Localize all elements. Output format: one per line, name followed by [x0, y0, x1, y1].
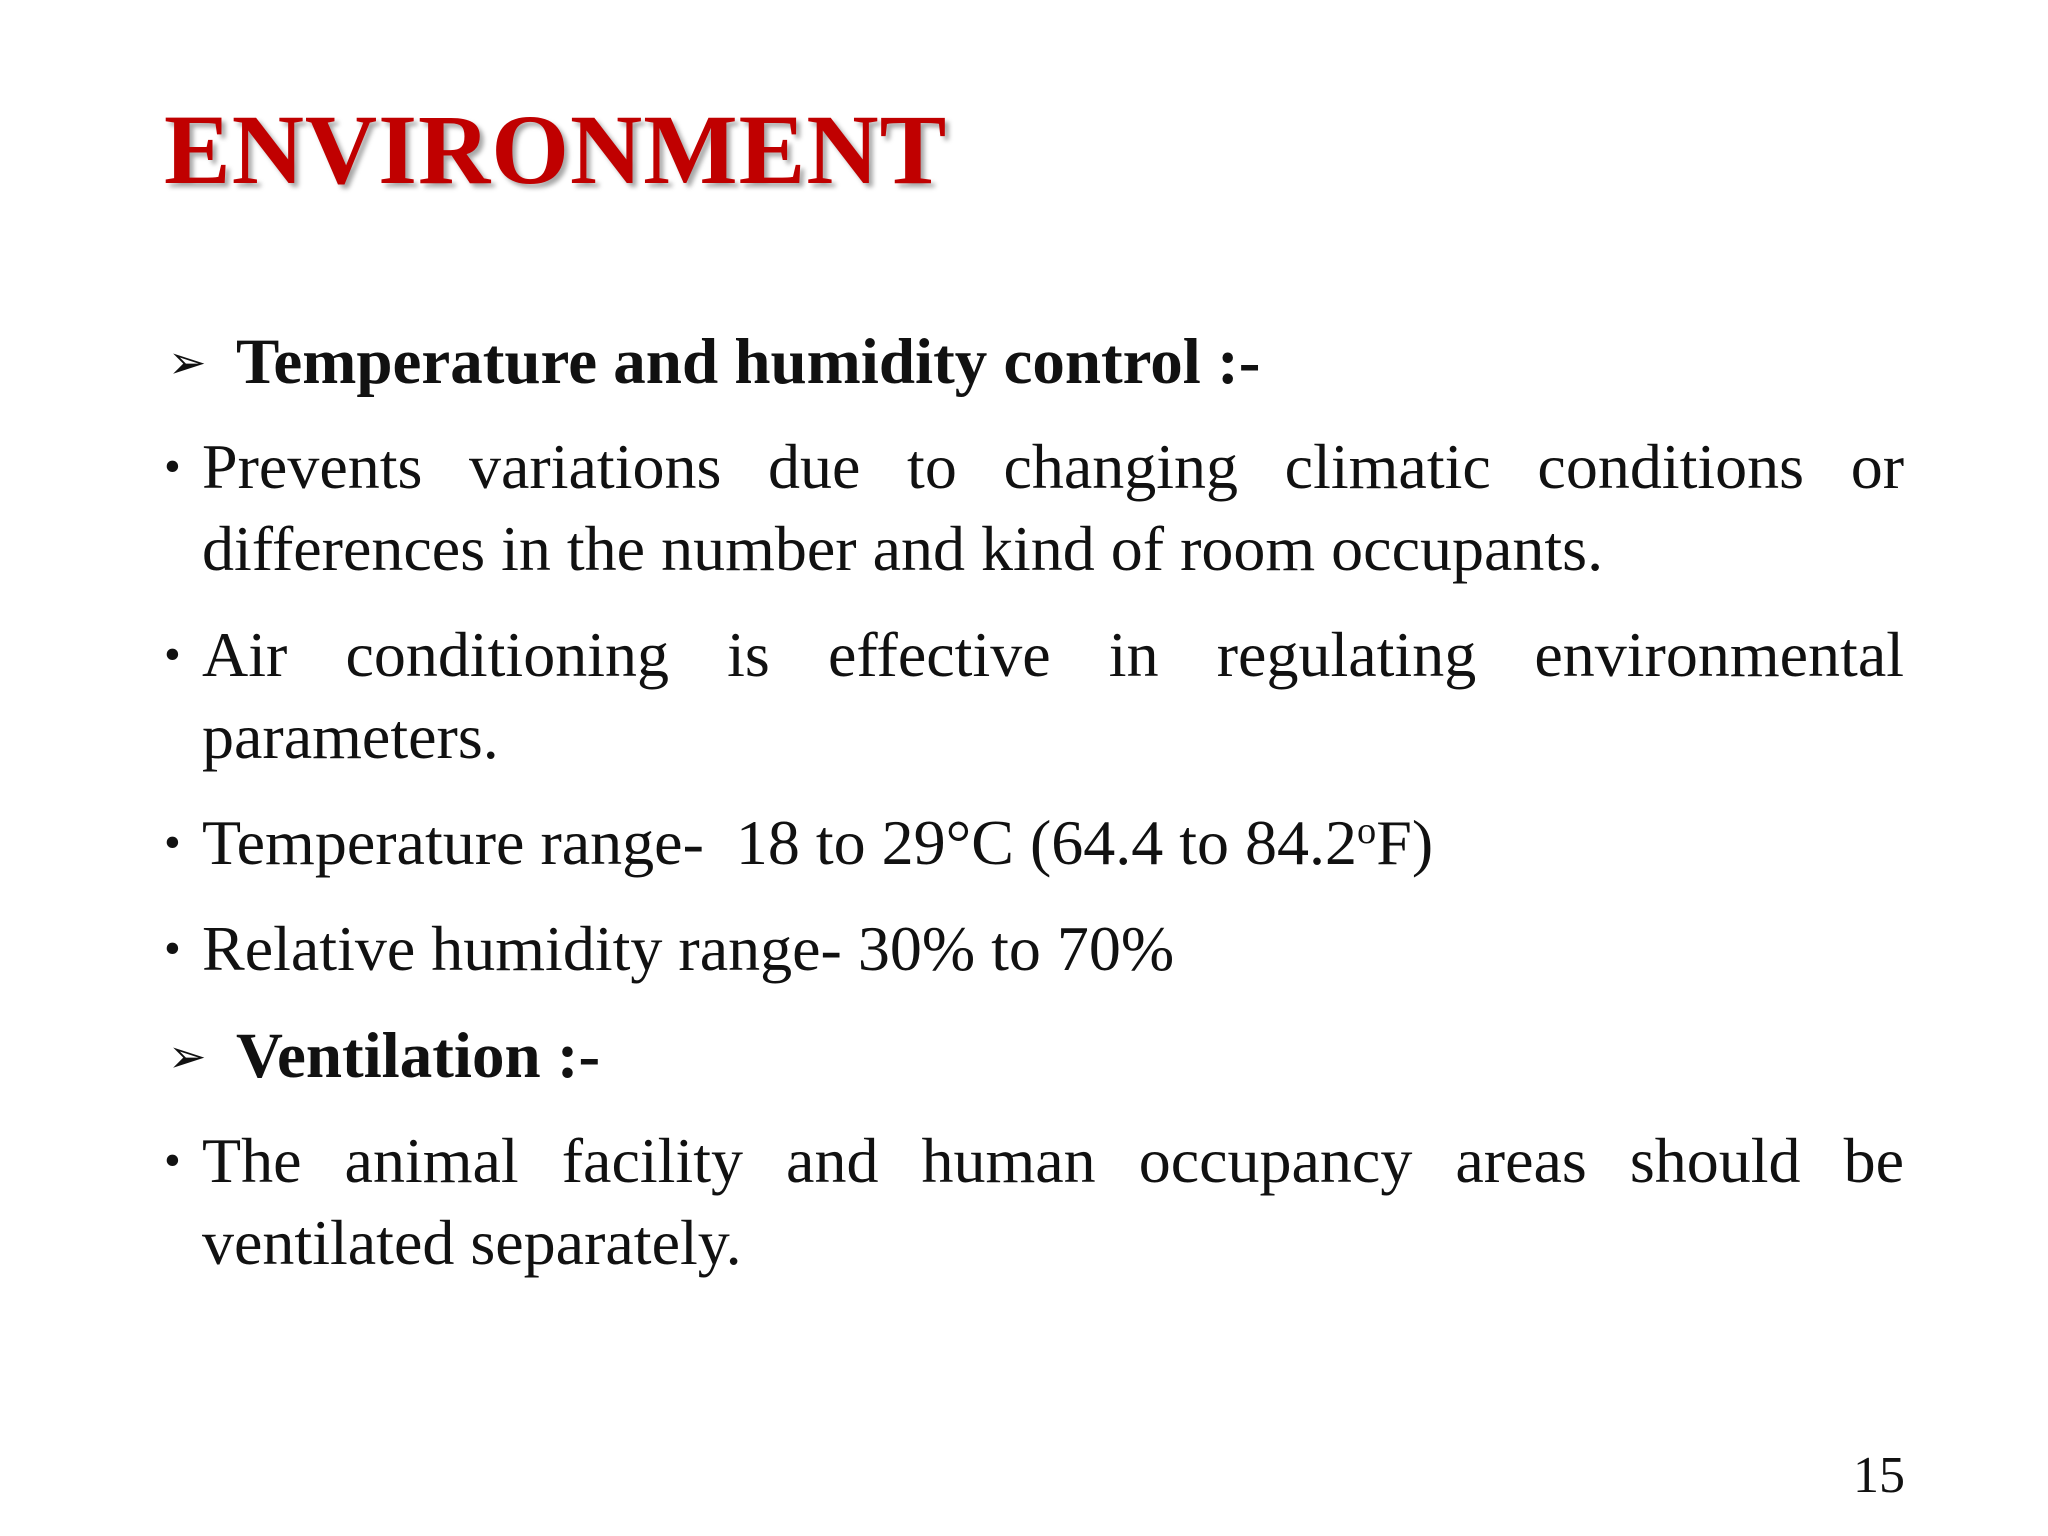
- slide-title: ENVIRONMENT: [164, 94, 948, 205]
- bullet-text: Relative humidity range- 30% to 70%: [202, 913, 1175, 984]
- section-heading-temperature-humidity: [164, 320, 1904, 404]
- temperature-range-prefix: Temperature range- 18 to 29°C (64.4 to 84.2: [202, 807, 1358, 878]
- section-heading-text: Ventilation :-: [236, 1020, 601, 1092]
- bullet-text: The animal facility and human occupancy areas should be ventilated separately.: [202, 1125, 1904, 1278]
- dot-bullet-icon: •: [164, 816, 181, 869]
- bullet-item-temperature-range: [164, 802, 1904, 884]
- arrow-bullet-icon: ➢: [168, 1029, 207, 1083]
- page-number: 15: [1853, 1447, 1905, 1504]
- dot-bullet-icon: •: [164, 628, 181, 681]
- dot-bullet-icon: •: [164, 440, 181, 493]
- dot-bullet-icon: •: [164, 1134, 181, 1187]
- section-heading-ventilation: [164, 1014, 1904, 1098]
- degree-superscript: o: [1357, 809, 1377, 852]
- bullet-text: Air conditioning is effective in regulating environmental parameters.: [202, 619, 1904, 772]
- dot-bullet-icon: •: [164, 922, 181, 975]
- bullet-text: Prevents variations due to changing climatic conditions or differences in the number and kind of room occupants.: [202, 431, 1904, 584]
- section-heading-text: Temperature and humidity control :-: [236, 326, 1261, 398]
- bullet-item: [164, 1120, 1904, 1284]
- temperature-range-text: [202, 807, 1433, 878]
- bullet-item: [164, 614, 1904, 778]
- temperature-range-suffix: F): [1376, 807, 1434, 878]
- arrow-bullet-icon: ➢: [168, 335, 207, 389]
- bullet-item: [164, 908, 1904, 990]
- slide-content: [164, 320, 1904, 1308]
- bullet-item: [164, 426, 1904, 590]
